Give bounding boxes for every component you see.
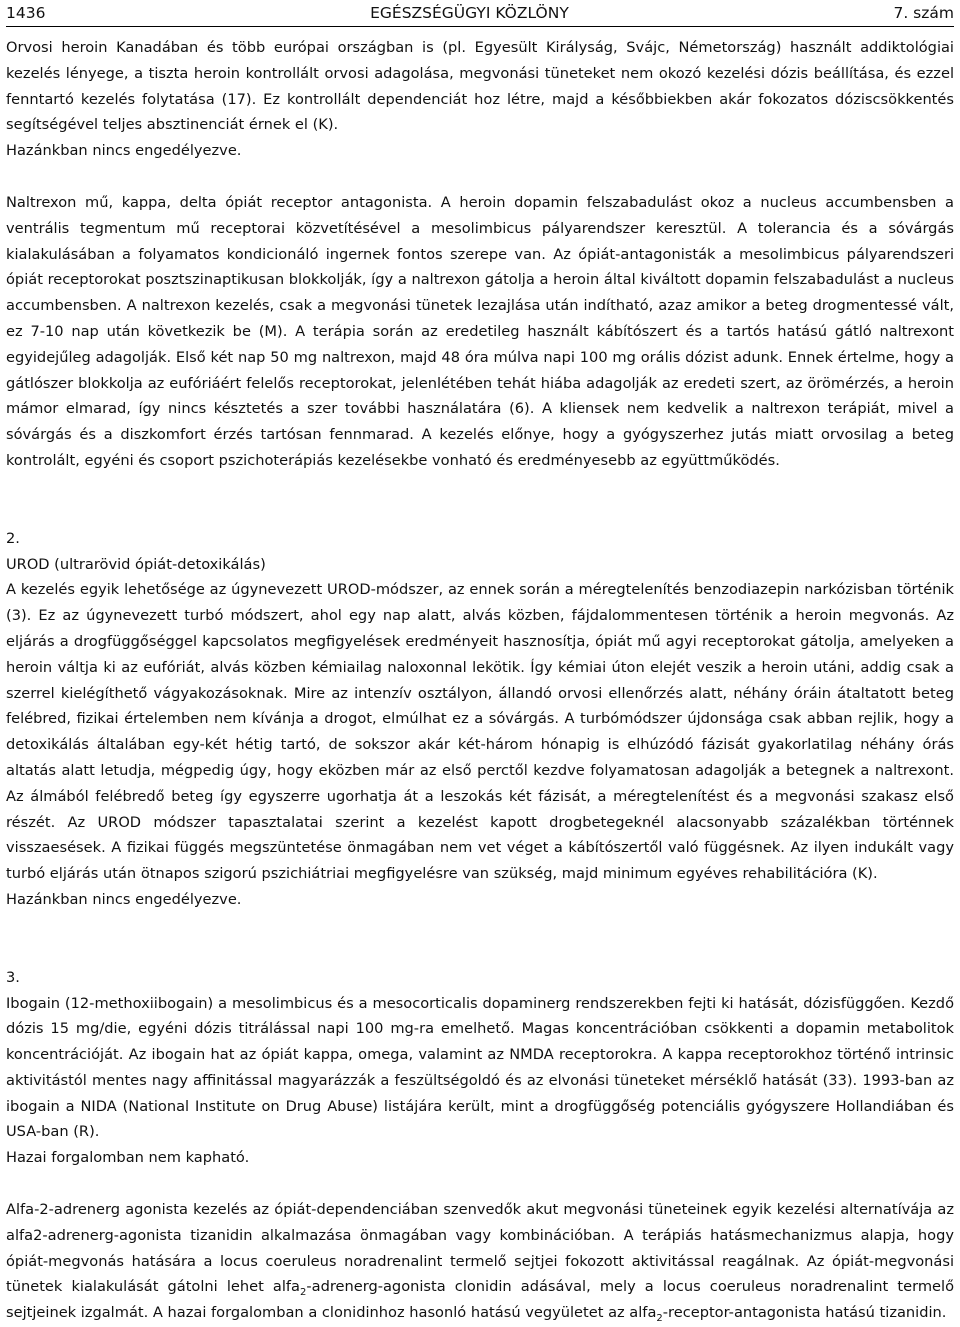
alfa-subscript-2: 2: [656, 1313, 663, 1325]
paragraph-naltrexon: Naltrexon mű, kappa, delta ópiát receptor antagonista. A heroin dopamin felszabadulást okoz a nucleus accumbensben a ventrális tegmentum mű receptorai közvetítésével a mesolimbicus pályarendszer keresztül. A tolerancia és a sóvárgás kialakulásában a folyamatos kondicionáló ingernek fontos szerepe van. Az ópiát-antagonisták a mesolimbicus pályarendszeri ópiát receptorokat posztszinaptikusan blokkolják, így a naltrexon gátolja a heroin által kiváltott dopamin felszabadulást a nucleus accumbensben. A naltrexon kezelés, csak a megvonási tünetek lezajlása után indítható, azaz amikor a beteg drogmentessé vált, ez 7-10 nap után következik be (M). A terápia során az eredetileg használt kábítószert és a tartós hatású gátló naltrexont egyidejűleg adagolják. Első két nap 50 mg naltrexon, majd 48 óra múlva napi 100 mg orális dózist adunk. Ennek értelme, hogy a gátlószer blokkolja az eufóriáért felelős receptorokat, jelenlétében tehát hiába adagolják az eredeti szert, az örömérzés, a heroin mámor elmarad, így nincs késztetés a szer további használatára (6). A kliensek nem kedvelik a naltrexon terápiát, mivel a sóvárgás és a diszkomfort érzés tartósan fennmarad. A kezelés előnye, hogy a gyógyszerhez jutás miatt orvosilag a beteg kontrolált, egyéni és csoport pszichoterápiás kezelésekbe vonható és eredményesebb az együttműködés.: [6, 193, 954, 469]
journal-title: EGÉSZSÉGÜGYI KÖZLÖNY: [370, 4, 569, 22]
page-number: 1436: [6, 4, 46, 22]
alfa-text-end: -receptor-antagonista hatású tizanidin.: [662, 1304, 947, 1322]
paragraph-urod-status: Hazánkban nincs engedélyezve.: [6, 890, 242, 908]
paragraph-urod: A kezelés egyik lehetősége az úgynevezett UROD-módszer, az ennek során a méregtelenítés benzodiazepin narkózisban történik (3). Ez az úgynevezett turbó módszert, ahol egy nap alatt, alvás közben, fájdalommentesen történik a heroin megvonás. Az eljárás a drogfüggőséggel kapcsolatos megfigyelések eredményeit hasznosítja, ópiát mű agyi receptorokat gátolja, amelyeken a heroin váltja ki az eufóriát, alvás közben kémiailag naloxonnal lekötik. Így kémiai úton elejét veszik a heroin utáni, addig csak a szerrel kielégíthető vágyakozásoknak. Mire az intenzív osztályon, állandó orvosi ellenőrzés alatt, néhány óráin átaltatott beteg felébred, fizikai értelemben nem kívánja a drogot, elmúlhat ez a sóvárgás. A turbómódszer újdonsága csak abban rejlik, hogy a detoxikálás általában egy-két hétig tartó, de sokszor akár két-három hónapig is elhúzódó fázisát gyakorlatilag néhány órás altatás alatt letudja, mégpedig úgy, hogy eközben már az első perctől kezdve folyamatosan adagolják a betegnek a naltrexont. Az álmából felébredő beteg így egyszerre ugorhatja át a leszokás két fázisát, a méregtelenítést és a megvonási szakasz első részét. Az UROD módszer tapasztalatai szerint a kezelést kapott drogbetegeknél alacsonyabb százalékban történnek visszaesések. A fizikai függés megszüntetése önmagában nem vet véget a kábítószertől való függésnek. Az ilyen indukált vagy turbó eljárás után ötnapos szigorú pszichiátriai megfigyelésre van szükség, majd minimum egyéves rehabilitációra (K).: [6, 581, 954, 883]
alfa-subscript-1: 2: [299, 1287, 307, 1299]
paragraph-ibogain-status: Hazai forgalomban nem kapható.: [6, 1149, 250, 1167]
header-divider: [6, 26, 954, 27]
alfa-text-mid: -adrenerg-agonista clonidin adásával, mely a locus coeruleus noradrenalint termelő sejtjeinek izgalmát. A hazai forgalomban a clonidinhoz hasonló hatású vegyületet az alfa: [6, 1278, 954, 1322]
document-body: [6, 35, 954, 1326]
section-2-title: UROD (ultrarövid ópiát-detoxikálás): [6, 555, 266, 573]
section-3-number: 3.: [6, 968, 20, 986]
paragraph-heroin: Orvosi heroin Kanadában és több európai országban is (pl. Egyesült Királyság, Svájc, Németország) használt addiktológiai kezelés lényege, a tiszta heroin kontrollált orvosi adagolása, megvonási tüneteket nem okozó kezelési dózis beállítása, és ezzel fenntartó kezelés folytatása (17). Ez kontrollált dependenciát hoz létre, majd a későbbiekben akár fokozatos dóziscsökkentés segítségével teljes absztinenciát érnek el (K).: [6, 39, 954, 134]
paragraph-heroin-status: Hazánkban nincs engedélyezve.: [6, 142, 242, 160]
paragraph-ibogain: Ibogain (12-methoxiibogain) a mesolimbicus és a mesocorticalis dopaminerg rendszerekben fejti ki hatását, dózisfüggően. Kezdő dózis 15 mg/die, egyéni dózis titrálással napi 100 mg-ra emelhető. Magas koncentrációban csökkenti a dopamin metabolitok koncentrációját. Az ibogain hat az ópiát kappa, omega, valamint az NMDA receptorokra. A kappa receptorokhoz történő intrinsic aktivitástól mentes nagy affinitással magyarázzák a feszültségoldó és az elvonási tüneteket mérséklő hatását (33). 1993-ban az ibogain a NIDA (National Institute on Drug Abuse) listájára került, mint a drogfüggőség potenciális gyógyszere Hollandiában és USA-ban (R).: [6, 994, 954, 1141]
issue-number: 7. szám: [893, 4, 954, 22]
section-2-number: 2.: [6, 529, 20, 547]
alfa-text-start: Alfa-2-adrenerg agonista kezelés az ópiát-dependenciában szenvedők akut megvonási tüneteinek egyik kezelési alternatívája az alfa2-adrenerg-agonista tizanidin alkalmazása önmagában vagy kombinációban. A terápiás hatásmechanizmus alapja, hogy ópiát-megvonás hatására a locus coeruleus noradrenalint termelő sejtjei fokozott aktivitással reagálnak. Az ópiát-megvonási tünetek kialakulását gátolni lehet alfa: [6, 1201, 954, 1296]
page-header: [6, 0, 954, 26]
paragraph-alfa-2: [6, 1197, 954, 1326]
